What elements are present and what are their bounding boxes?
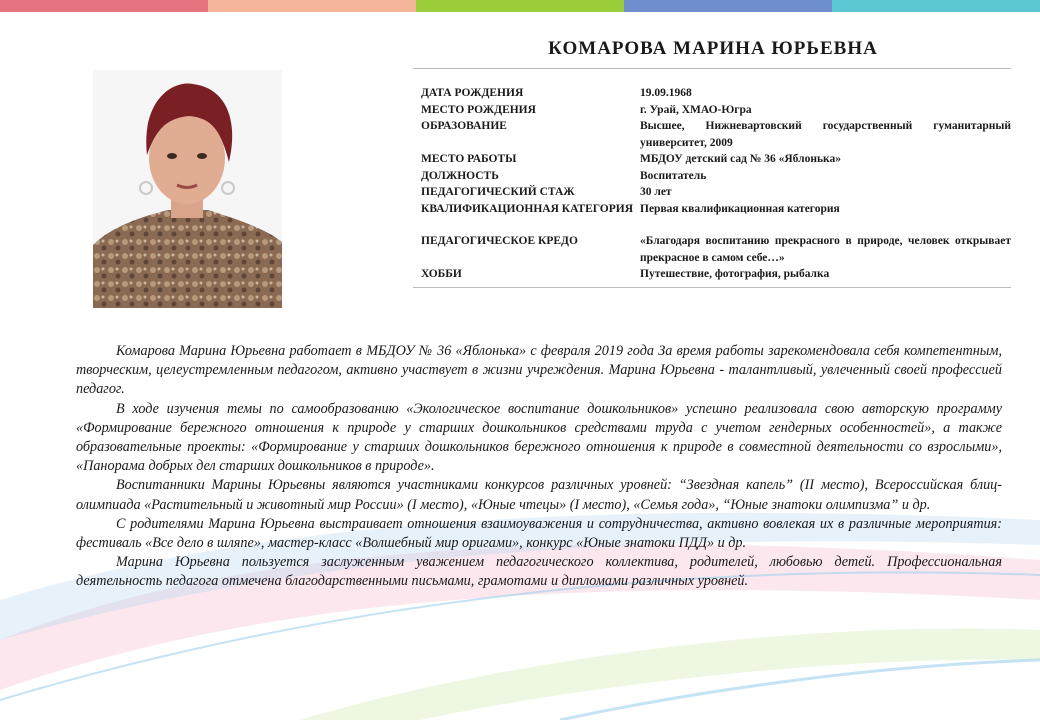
- info-label: МЕСТО РАБОТЫ: [421, 153, 517, 165]
- bio-paragraph: Комарова Марина Юрьевна работает в МБДОУ № 36 «Яблонька» с февраля 2019 года За время работы зарекомендовала себя компетентным, творческим, целеустремленным педагогом, активно участвует в жизни учреждения. Марина Юрьевна - талантливый, увлеченный своей профессией педагог.: [76, 343, 1002, 398]
- bio-paragraph: Воспитанники Марины Юрьевны являются участниками конкурсов различных уровней: “Звездная капель” (II место), Всероссийская блиц-олимпиада «Растительный и животный мир России» (I место), «Юные чтецы» (I место), «Семья года», “Юные знатоки олимпизма” и др.: [76, 477, 1002, 513]
- info-value: Высшее, Нижневартовский государственный гуманитарный университет, 2009: [640, 120, 1011, 149]
- info-value: 19.09.1968: [640, 87, 692, 99]
- info-value: Путешествие, фотография, рыбалка: [640, 268, 830, 280]
- portrait-photo: [93, 70, 282, 308]
- info-row-position: [413, 168, 1011, 185]
- bio-paragraph: Марина Юрьевна пользуется заслуженным уважением педагогического коллектива, родителей, любовью детей. Профессиональная деятельность педагога отмечена благодарственными письмами, грамотами и дипломами различных уровней.: [76, 554, 1002, 590]
- info-label: ДОЛЖНОСТЬ: [421, 169, 499, 182]
- info-value: МБДОУ детский сад № 36 «Яблонька»: [640, 153, 841, 165]
- info-table: [413, 68, 1011, 288]
- info-row-credo: [413, 233, 1011, 266]
- person-name-title: КОМАРОВА МАРИНА ЮРЬЕВНА: [548, 38, 878, 59]
- info-value: «Благодаря воспитанию прекрасного в природе, человек открывает прекрасное в самом себе…»: [640, 235, 1011, 264]
- bio-paragraph: В ходе изучения темы по самообразованию «Экологическое воспитание дошкольников» успешно реализовала свою авторскую программу «Формирование бережного отношения к природе у старших дошкольников средствами труда с учетом гендерных особенностей», а также образовательные проекты: «Формирование у старших дошкольников бережного отношения к природе в совместной деятельности со взрослыми», «Панорама добрых дел старших дошкольников в природе».: [76, 400, 1002, 475]
- info-value: 30 лет: [640, 186, 672, 198]
- info-label: ОБРАЗОВАНИЕ: [421, 120, 507, 132]
- info-value: Воспитатель: [640, 169, 707, 182]
- info-label: ПЕДАГОГИЧЕСКОЕ КРЕДО: [421, 235, 578, 247]
- info-row-birthdate: [413, 85, 1011, 102]
- info-row-education: [413, 118, 1011, 151]
- info-row-workplace: [413, 151, 1011, 168]
- wave-green: [300, 628, 1040, 720]
- bio-paragraph: С родителями Марина Юрьевна выстраивает отношения взаимоуважения и сотрудничества, активно вовлекая их в различные мероприятия: фестиваль «Все дело в шляпе», мастер-класс «Волшебный мир оригами», конкурс «Юные знатоки ПДД» и др.: [76, 515, 1002, 552]
- info-label: ПЕДАГОГИЧЕСКИЙ СТАЖ: [421, 186, 575, 198]
- info-row-qualification: [413, 201, 1011, 218]
- info-label: КВАЛИФИКАЦИОННАЯ КАТЕГОРИЯ: [421, 202, 634, 215]
- info-row-hobby: [413, 266, 1011, 283]
- info-row-experience: [413, 184, 1011, 201]
- info-label: ХОББИ: [421, 268, 462, 280]
- info-value: Первая квалификационная категория: [640, 202, 840, 215]
- biography-text: [76, 342, 1002, 592]
- info-label: МЕСТО РОЖДЕНИЯ: [421, 103, 536, 116]
- info-value: г. Урай, ХМАО-Югра: [640, 103, 752, 116]
- info-label: ДАТА РОЖДЕНИЯ: [421, 87, 524, 99]
- info-row-birthplace: [413, 102, 1011, 119]
